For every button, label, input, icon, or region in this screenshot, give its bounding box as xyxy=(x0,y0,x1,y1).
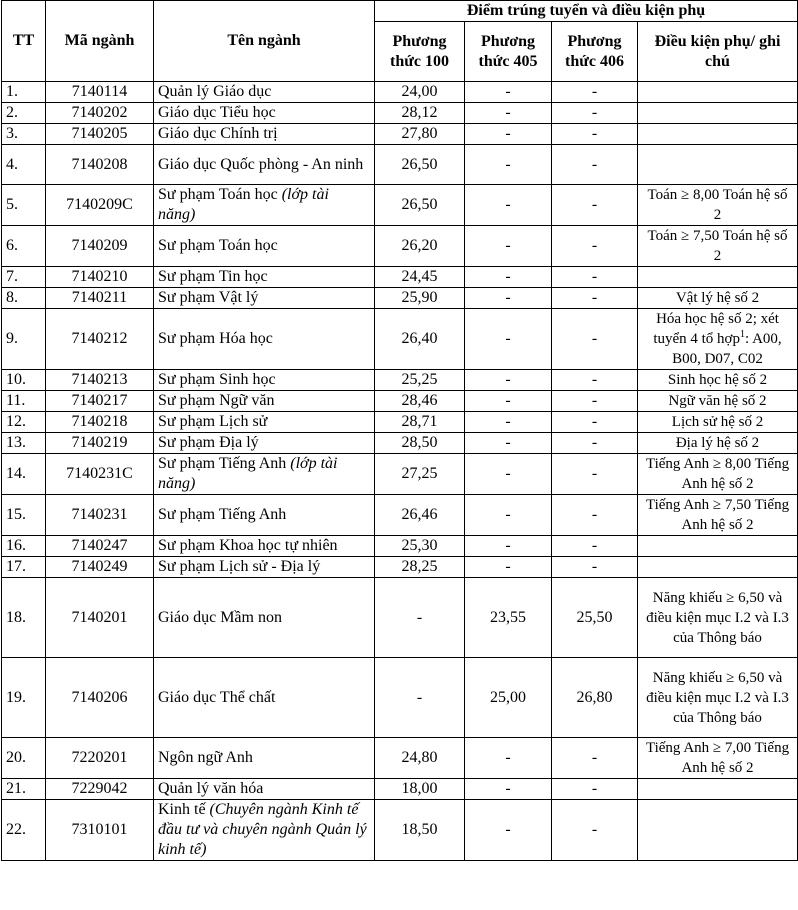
major-code: 7140217 xyxy=(46,391,154,412)
score-method-405: - xyxy=(465,495,552,536)
major-name xyxy=(154,267,375,288)
major-code: 7140231C xyxy=(46,454,154,495)
score-method-406: - xyxy=(552,226,638,267)
score-method-406: - xyxy=(552,145,638,185)
row-number: 11. xyxy=(2,391,46,412)
header-note: Điều kiện phụ/ ghi chú xyxy=(638,22,798,82)
major-name xyxy=(154,145,375,185)
score-method-405: - xyxy=(465,267,552,288)
major-name-text: Sư phạm Ngữ văn xyxy=(158,392,275,409)
score-method-406: - xyxy=(552,495,638,536)
major-code: 7140212 xyxy=(46,309,154,370)
major-code: 7140208 xyxy=(46,145,154,185)
score-method-405: - xyxy=(465,391,552,412)
table-row xyxy=(2,433,798,454)
condition-note xyxy=(638,124,798,145)
condition-note-text: Ngữ văn hệ số 2 xyxy=(668,393,767,409)
major-name-italic: (lớp tài năng) xyxy=(158,455,338,492)
score-method-406: - xyxy=(552,800,638,861)
score-method-405: - xyxy=(465,454,552,495)
row-number: 21. xyxy=(2,779,46,800)
condition-note xyxy=(638,578,798,658)
header-tt: TT xyxy=(2,1,46,82)
score-method-406: 25,50 xyxy=(552,578,638,658)
score-method-100: 27,80 xyxy=(375,124,465,145)
major-name-text: Sư phạm Tin học xyxy=(158,268,268,285)
score-method-406: - xyxy=(552,412,638,433)
major-name-text: Quản lý văn hóa xyxy=(158,780,264,797)
score-method-405: - xyxy=(465,288,552,309)
major-name-text: Sư phạm Tiếng Anh xyxy=(158,455,291,472)
row-number: 1. xyxy=(2,82,46,103)
major-name-text: Giáo dục Tiểu học xyxy=(158,104,276,121)
row-number: 19. xyxy=(2,658,46,738)
condition-note xyxy=(638,370,798,391)
footnote-marker: 1 xyxy=(740,329,745,340)
condition-note xyxy=(638,454,798,495)
table-row xyxy=(2,800,798,861)
row-number: 7. xyxy=(2,267,46,288)
score-method-405: - xyxy=(465,738,552,779)
row-number: 9. xyxy=(2,309,46,370)
major-name xyxy=(154,103,375,124)
major-name xyxy=(154,391,375,412)
major-name-text: Sư phạm Vật lý xyxy=(158,289,259,306)
score-method-100: 24,00 xyxy=(375,82,465,103)
major-code: 7229042 xyxy=(46,779,154,800)
score-method-406: - xyxy=(552,82,638,103)
major-code: 7140210 xyxy=(46,267,154,288)
score-method-406: - xyxy=(552,779,638,800)
major-name xyxy=(154,454,375,495)
row-number: 13. xyxy=(2,433,46,454)
major-name-text: Ngôn ngữ Anh xyxy=(158,749,253,766)
score-method-405: - xyxy=(465,779,552,800)
table-row xyxy=(2,578,798,658)
score-method-405: - xyxy=(465,412,552,433)
score-method-100: 26,50 xyxy=(375,145,465,185)
table-row xyxy=(2,370,798,391)
score-method-405: - xyxy=(465,433,552,454)
condition-note-text: Năng khiếu ≥ 6,50 và điều kiện mục I.2 và I.3 của Thông báo xyxy=(646,589,789,646)
row-number: 4. xyxy=(2,145,46,185)
major-name-text: Giáo dục Chính trị xyxy=(158,125,278,142)
score-method-405: 25,00 xyxy=(465,658,552,738)
major-name-text: Giáo dục Quốc phòng - An ninh xyxy=(158,155,364,173)
score-method-406: - xyxy=(552,267,638,288)
header-method-100: Phương thức 100 xyxy=(375,22,465,82)
major-name xyxy=(154,82,375,103)
table-row xyxy=(2,536,798,557)
major-code: 7220201 xyxy=(46,738,154,779)
condition-note xyxy=(638,495,798,536)
row-number: 16. xyxy=(2,536,46,557)
major-code: 7140205 xyxy=(46,124,154,145)
score-method-406: - xyxy=(552,738,638,779)
table-row xyxy=(2,124,798,145)
condition-note xyxy=(638,226,798,267)
score-method-405: - xyxy=(465,800,552,861)
table-row xyxy=(2,103,798,124)
score-method-406: - xyxy=(552,557,638,578)
score-method-100: 28,46 xyxy=(375,391,465,412)
condition-note-text: Sinh học hệ số 2 xyxy=(667,372,768,388)
table-row xyxy=(2,738,798,779)
table-row xyxy=(2,557,798,578)
major-name xyxy=(154,779,375,800)
condition-note xyxy=(638,412,798,433)
major-name-text: Sư phạm Toán học xyxy=(158,237,278,254)
major-name-text: Sư phạm Hóa học xyxy=(158,330,273,347)
row-number: 6. xyxy=(2,226,46,267)
row-number: 8. xyxy=(2,288,46,309)
condition-note xyxy=(638,185,798,226)
score-method-406: - xyxy=(552,536,638,557)
table-row xyxy=(2,267,798,288)
condition-note xyxy=(638,288,798,309)
score-method-100: 18,50 xyxy=(375,800,465,861)
score-method-100: 27,25 xyxy=(375,454,465,495)
score-method-405: - xyxy=(465,370,552,391)
header-method-405: Phương thức 405 xyxy=(465,22,552,82)
condition-note xyxy=(638,82,798,103)
score-method-100: 25,90 xyxy=(375,288,465,309)
score-method-405: - xyxy=(465,103,552,124)
table-row xyxy=(2,82,798,103)
major-name xyxy=(154,185,375,226)
condition-note-text: Tiếng Anh ≥ 7,00 Tiếng Anh hệ số 2 xyxy=(645,740,790,776)
major-name-text: Sư phạm Sinh học xyxy=(158,371,276,388)
score-method-406: - xyxy=(552,103,638,124)
header-method-406: Phương thức 406 xyxy=(552,22,638,82)
condition-note-text: Lịch sử hệ số 2 xyxy=(671,414,764,430)
major-code: 7140211 xyxy=(46,288,154,309)
row-number: 12. xyxy=(2,412,46,433)
major-name-text: Sư phạm Tiếng Anh xyxy=(158,506,287,523)
major-name-text: Sư phạm Lịch sử xyxy=(158,413,268,430)
major-name-text: Kinh tế xyxy=(158,801,210,818)
score-method-406: - xyxy=(552,454,638,495)
major-name xyxy=(154,536,375,557)
major-name-text: Sư phạm Khoa học tự nhiên xyxy=(158,537,338,554)
score-method-406: - xyxy=(552,185,638,226)
major-name xyxy=(154,309,375,370)
score-method-406: - xyxy=(552,288,638,309)
score-method-405: - xyxy=(465,145,552,185)
major-code: 7140218 xyxy=(46,412,154,433)
table-row xyxy=(2,391,798,412)
major-code: 7310101 xyxy=(46,800,154,861)
condition-note xyxy=(638,779,798,800)
major-name-text: Quản lý Giáo dục xyxy=(158,83,272,100)
major-name xyxy=(154,370,375,391)
major-name-text: Giáo dục Mầm non xyxy=(158,608,282,626)
header-name: Tên ngành xyxy=(154,1,375,82)
score-method-406: - xyxy=(552,391,638,412)
row-number: 14. xyxy=(2,454,46,495)
condition-note-text: Hóa học hệ số 2; xét tuyển 4 tổ hợp xyxy=(653,311,779,347)
condition-note-text: Tiếng Anh ≥ 7,50 Tiếng Anh hệ số 2 xyxy=(645,497,790,533)
score-method-405: - xyxy=(465,124,552,145)
condition-note xyxy=(638,738,798,779)
row-number: 17. xyxy=(2,557,46,578)
score-method-100: 24,45 xyxy=(375,267,465,288)
table-row xyxy=(2,779,798,800)
major-name-text: Sư phạm Lịch sử - Địa lý xyxy=(158,558,321,575)
condition-note-text: Địa lý hệ số 2 xyxy=(675,435,760,451)
table-body xyxy=(2,82,798,861)
score-method-100: 18,00 xyxy=(375,779,465,800)
condition-note-combos: : A00, B00, D07, C02 xyxy=(672,331,782,367)
condition-note xyxy=(638,800,798,861)
major-name xyxy=(154,557,375,578)
admission-scores-table xyxy=(1,0,798,861)
table-row xyxy=(2,658,798,738)
major-name-italic: (lớp tài năng) xyxy=(158,186,329,223)
major-name-text: Sư phạm Toán học xyxy=(158,186,282,203)
score-method-406: - xyxy=(552,309,638,370)
major-name xyxy=(154,433,375,454)
major-name xyxy=(154,738,375,779)
table-row xyxy=(2,288,798,309)
major-code: 7140213 xyxy=(46,370,154,391)
score-method-100: - xyxy=(375,658,465,738)
row-number: 3. xyxy=(2,124,46,145)
score-method-100: 28,25 xyxy=(375,557,465,578)
condition-note xyxy=(638,557,798,578)
score-method-100: 28,50 xyxy=(375,433,465,454)
major-name-italic: (Chuyên ngành Kinh tế đầu tư và chuyên ngành Quản lý kinh tế) xyxy=(158,801,367,858)
header-group: Điểm trúng tuyển và điều kiện phụ xyxy=(375,1,798,22)
table-row xyxy=(2,454,798,495)
major-name xyxy=(154,495,375,536)
major-name-text: Giáo dục Thể chất xyxy=(158,688,276,706)
table-row xyxy=(2,145,798,185)
major-code: 7140209 xyxy=(46,226,154,267)
condition-note xyxy=(638,391,798,412)
condition-note-text: Toán ≥ 8,00 Toán hệ số 2 xyxy=(647,187,788,223)
score-method-405: - xyxy=(465,226,552,267)
major-code: 7140209C xyxy=(46,185,154,226)
condition-note xyxy=(638,658,798,738)
condition-note-text: Tiếng Anh ≥ 8,00 Tiếng Anh hệ số 2 xyxy=(645,456,790,492)
score-method-405: - xyxy=(465,557,552,578)
score-method-100: - xyxy=(375,578,465,658)
score-method-405: - xyxy=(465,185,552,226)
score-method-100: 25,30 xyxy=(375,536,465,557)
major-code: 7140201 xyxy=(46,578,154,658)
row-number: 22. xyxy=(2,800,46,861)
table-row xyxy=(2,309,798,370)
condition-note xyxy=(638,433,798,454)
major-code: 7140219 xyxy=(46,433,154,454)
major-code: 7140202 xyxy=(46,103,154,124)
condition-note xyxy=(638,536,798,557)
table-row xyxy=(2,412,798,433)
major-name xyxy=(154,412,375,433)
major-code: 7140249 xyxy=(46,557,154,578)
score-method-100: 25,25 xyxy=(375,370,465,391)
score-method-405: 23,55 xyxy=(465,578,552,658)
condition-note xyxy=(638,145,798,185)
row-number: 18. xyxy=(2,578,46,658)
score-method-100: 28,12 xyxy=(375,103,465,124)
table-row xyxy=(2,226,798,267)
score-method-405: - xyxy=(465,82,552,103)
score-method-406: - xyxy=(552,370,638,391)
score-method-406: - xyxy=(552,433,638,454)
table-row xyxy=(2,185,798,226)
row-number: 10. xyxy=(2,370,46,391)
score-method-406: - xyxy=(552,124,638,145)
major-name-text: Sư phạm Địa lý xyxy=(158,434,259,451)
row-number: 2. xyxy=(2,103,46,124)
score-method-405: - xyxy=(465,309,552,370)
score-method-100: 26,50 xyxy=(375,185,465,226)
major-name xyxy=(154,288,375,309)
major-name xyxy=(154,800,375,861)
major-name xyxy=(154,124,375,145)
condition-note-text: Năng khiếu ≥ 6,50 và điều kiện mục I.2 và I.3 của Thông báo xyxy=(646,669,789,726)
score-method-100: 28,71 xyxy=(375,412,465,433)
score-method-100: 26,40 xyxy=(375,309,465,370)
row-number: 5. xyxy=(2,185,46,226)
score-method-100: 24,80 xyxy=(375,738,465,779)
row-number: 15. xyxy=(2,495,46,536)
header-code: Mã ngành xyxy=(46,1,154,82)
score-method-100: 26,46 xyxy=(375,495,465,536)
score-method-406: 26,80 xyxy=(552,658,638,738)
major-code: 7140114 xyxy=(46,82,154,103)
condition-note xyxy=(638,103,798,124)
major-code: 7140231 xyxy=(46,495,154,536)
row-number: 20. xyxy=(2,738,46,779)
major-code: 7140247 xyxy=(46,536,154,557)
major-name xyxy=(154,226,375,267)
condition-note xyxy=(638,267,798,288)
score-method-100: 26,20 xyxy=(375,226,465,267)
condition-note-text: Vật lý hệ số 2 xyxy=(675,290,760,306)
score-method-405: - xyxy=(465,536,552,557)
major-code: 7140206 xyxy=(46,658,154,738)
condition-note xyxy=(638,309,798,370)
condition-note-text: Toán ≥ 7,50 Toán hệ số 2 xyxy=(647,228,788,264)
major-name xyxy=(154,578,375,658)
table-row xyxy=(2,495,798,536)
major-name xyxy=(154,658,375,738)
